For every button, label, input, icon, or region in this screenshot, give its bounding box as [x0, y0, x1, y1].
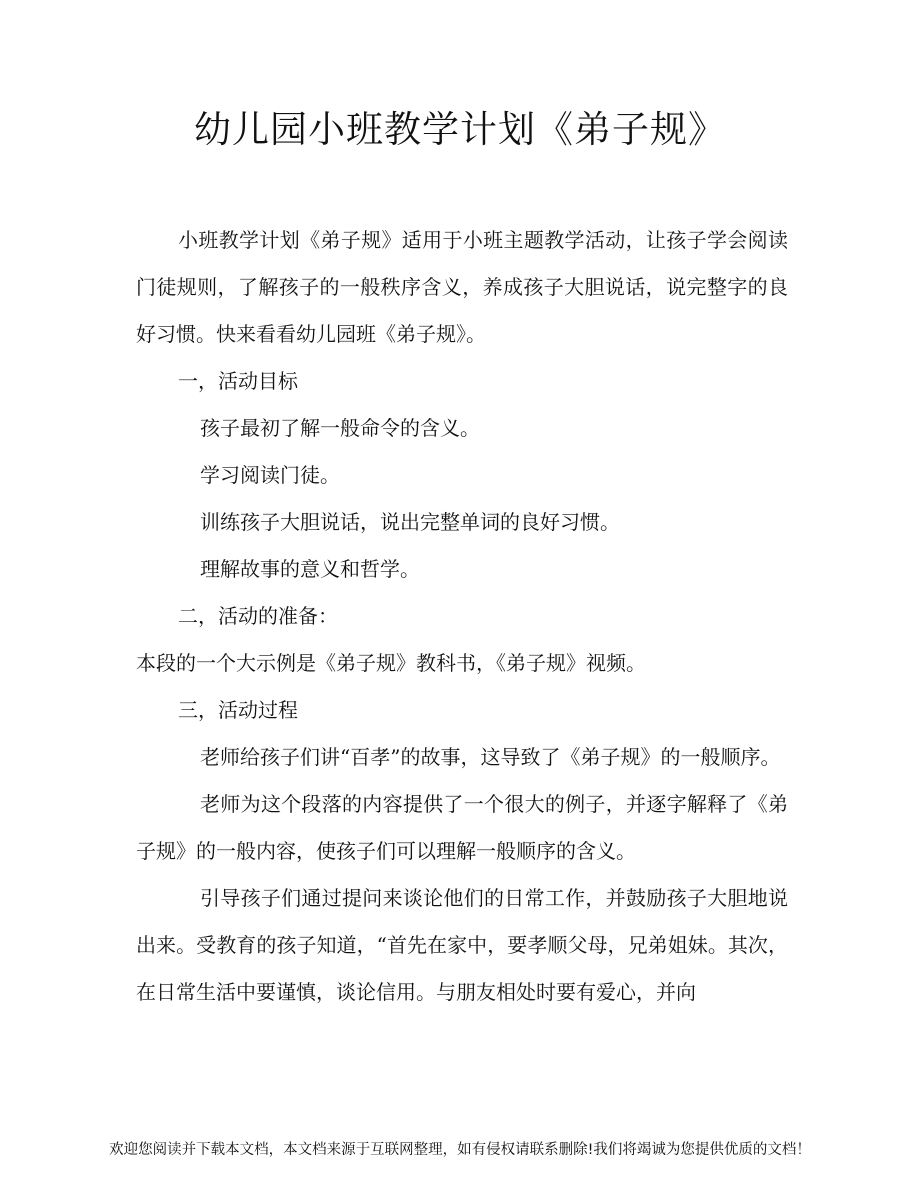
goal-item: 训练孩子大胆说话，说出完整单词的良好习惯。	[200, 510, 620, 534]
preparation-paragraph: 本段的一个大示例是《弟子规》教科书，《弟子规》视频。	[136, 651, 646, 675]
footer-notice: 欢迎您阅读并下载本文档，本文档来源于互联网整理，如有侵权请联系删除!我们将竭诚为您提供优质的文档！	[109, 1142, 811, 1158]
process-paragraph: 老师为这个段落的内容提供了一个很大的例子，并逐字解释了《弟子规》的一般内容，使孩子们可以理解一般顺序的含义。	[136, 792, 788, 863]
section-heading-goals: 一，活动目标	[178, 369, 298, 393]
process-paragraph: 引导孩子们通过提问来谈论他们的日常工作，并鼓励孩子大胆地说出来。受教育的孩子知道，“首先在家中，要孝顺父母，兄弟姐妹。其次，在日常生活中要谨慎，谈论信用。与朋友相处时要有爱心，并向	[136, 886, 788, 1004]
document-title: 幼儿园小班教学计划《弟子规》	[194, 108, 726, 151]
goal-item: 理解故事的意义和哲学。	[200, 557, 420, 581]
intro-paragraph: 小班教学计划《弟子规》适用于小班主题教学活动，让孩子学会阅读门徒规则，了解孩子的一般秩序含义，养成孩子大胆说话，说完整字的良好习惯。快来看看幼儿园班《弟子规》。	[136, 228, 788, 346]
goal-item: 孩子最初了解一般命令的含义。	[200, 416, 480, 440]
process-paragraph: 老师给孩子们讲“百孝”的故事，这导致了《弟子规》的一般顺序。	[200, 745, 781, 769]
goal-item: 学习阅读门徒。	[200, 463, 340, 487]
section-heading-process: 三，活动过程	[178, 698, 298, 722]
section-heading-preparation: 二，活动的准备：	[178, 604, 338, 628]
document-body	[136, 217, 788, 1016]
